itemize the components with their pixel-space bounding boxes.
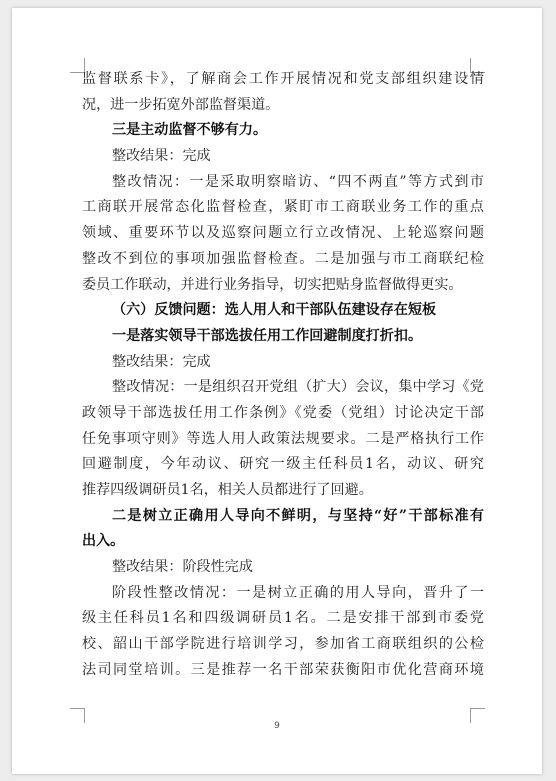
text-line: 阶段性整改情况：一是树立正确的用人导向，晋升了一 bbox=[112, 584, 484, 601]
text-line: 二是树立正确用人导向不鲜明，与坚持“好”干部标准有 bbox=[112, 507, 484, 524]
text-line: 三是主动监督不够有力。 bbox=[112, 122, 268, 139]
text-line: 监督联系卡》，了解商会工作开展情况和党支部组织建设情 bbox=[82, 71, 484, 87]
text-line: 任免事项守则》等选人用人政策法规要求。二是严格执行工作 bbox=[82, 430, 484, 447]
text-line: （六）反馈问题：选人用人和干部队伍建设存在短板 bbox=[112, 302, 437, 319]
text-line: 况，进一步拓宽外部监督渠道。 bbox=[82, 96, 280, 113]
text-line: 法司同堂培训。三是推荐一名干部荣获衡阳市优化营商环境 bbox=[82, 661, 484, 678]
text-line: 出入。 bbox=[82, 533, 125, 550]
text-line: 级主任科员1名和四级调研员1名。二是安排干部到市委党 bbox=[82, 610, 484, 627]
page-number: 9 bbox=[274, 721, 280, 731]
text-line: 委员工作联动，并进行业务指导，切实把贴身监督做得更实。 bbox=[82, 276, 463, 293]
text-line: 整改情况：一是组织召开党组（扩大）会议，集中学习《党 bbox=[112, 379, 484, 396]
text-line: 回避制度，今年动议、研究一级主任科员1名，动议、研究 bbox=[82, 456, 484, 473]
text-line: 整改情况：一是采取明察暗访、“四不两直”等方式到市 bbox=[112, 173, 484, 190]
text-line: 推荐四级调研员1名，相关人员都进行了回避。 bbox=[82, 482, 373, 498]
text-line: 领域、重要环节以及巡察问题立行立改情况、上轮巡察问题 bbox=[82, 225, 484, 242]
text-line: 整改结果：完成 bbox=[112, 353, 211, 370]
text-line: 校、韶山干部学院进行培训学习，参加省工商联组织的公检 bbox=[82, 636, 484, 653]
text-line: 政领导干部选拔任用工作条例》《党委（党组）讨论决定干部 bbox=[82, 404, 484, 421]
text-line: 整改结果：阶段性完成 bbox=[112, 559, 253, 576]
text-line: 工商联开展常态化监督检查，紧盯市工商联业务工作的重点 bbox=[82, 199, 484, 216]
document-page bbox=[12, 8, 542, 774]
document-body bbox=[82, 67, 484, 684]
text-line: 一是落实领导干部选拔任用工作回避制度打折扣。 bbox=[112, 327, 423, 344]
text-line: 整改结果：完成 bbox=[112, 148, 211, 165]
text-line: 整改不到位的事项加强监督检查。二是加强与市工商联纪检 bbox=[82, 250, 484, 267]
